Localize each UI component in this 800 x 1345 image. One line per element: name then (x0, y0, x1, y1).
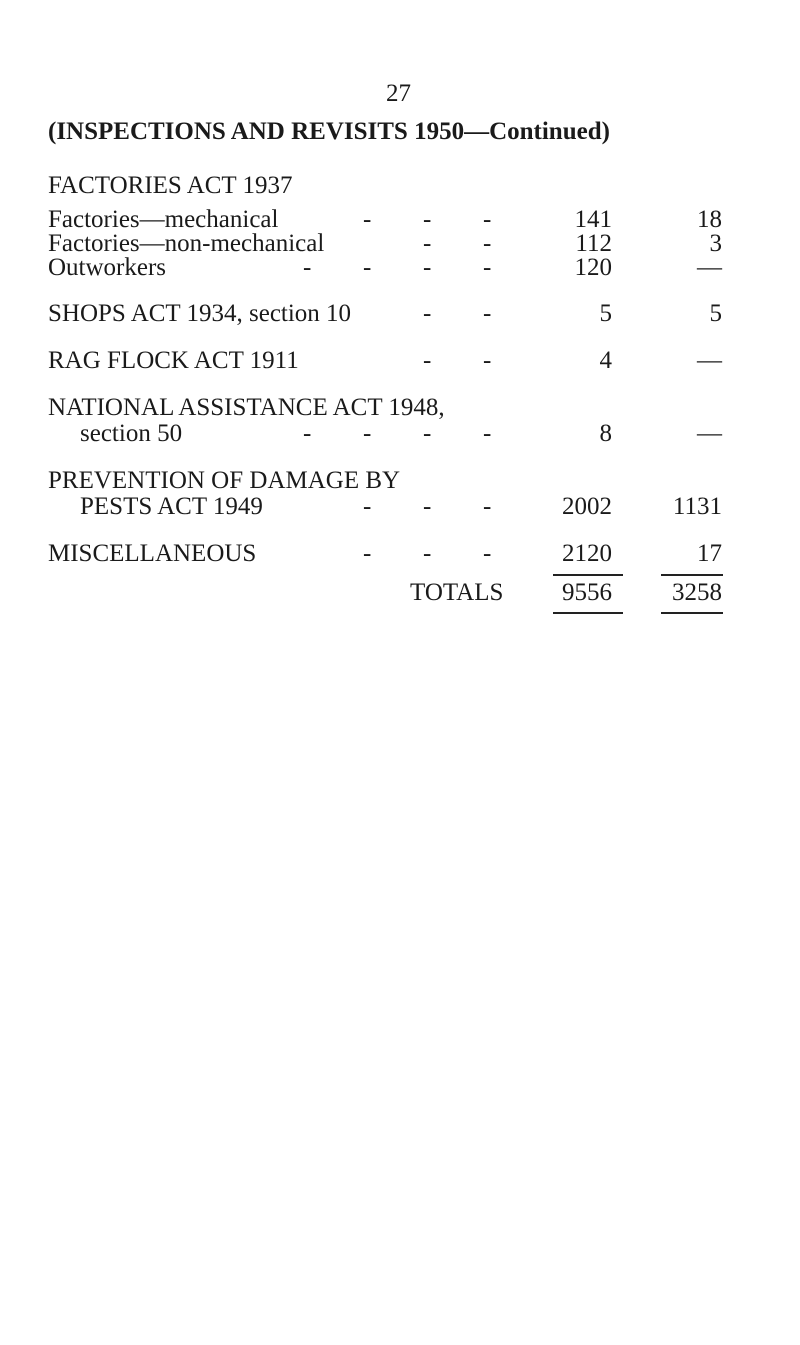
row-value-col1: 120 (574, 254, 612, 281)
row-value-col1: 5 (599, 300, 612, 327)
row-label-factories-mechanical: Factories—mechanical (48, 206, 279, 233)
row-value-col1: 112 (575, 230, 612, 257)
leader-dash: - (423, 493, 432, 520)
leader-dash: - (423, 230, 432, 257)
page-title: (INSPECTIONS AND REVISITS 1950—Continued) (48, 118, 610, 145)
row-value-col1: 4 (599, 347, 612, 374)
leader-dash: - (363, 420, 372, 447)
row-label-section-50: section 50 (80, 420, 183, 447)
leader-dash: - (483, 347, 492, 374)
leader-dash: - (483, 420, 492, 447)
section-heading-factories: FACTORIES ACT 1937 (48, 172, 293, 199)
totals-value-col2: 3258 (672, 579, 722, 606)
leader-dash: - (423, 347, 432, 374)
leader-dash: - (363, 206, 372, 233)
leader-dash: - (483, 206, 492, 233)
total-rule-bottom-col1 (553, 612, 623, 614)
leader-dash: - (483, 540, 492, 567)
row-value-col2: 5 (709, 300, 722, 327)
row-value-col1: 141 (574, 206, 612, 233)
leader-dash: - (423, 540, 432, 567)
total-rule-bottom-col2 (661, 612, 723, 614)
leader-dash: - (423, 420, 432, 447)
leader-dash: - (483, 230, 492, 257)
row-value-col2: 18 (697, 206, 722, 233)
leader-dash: - (363, 493, 372, 520)
row-label-pests-act: PESTS ACT 1949 (80, 493, 263, 520)
leader-dash: - (483, 300, 492, 327)
row-label-outworkers: Outworkers (48, 254, 167, 281)
row-label-prevention-of-damage: PREVENTION OF DAMAGE BY (48, 467, 401, 494)
row-value-col2: — (697, 347, 722, 374)
totals-value-col1: 9556 (562, 579, 612, 606)
row-value-col2: — (697, 420, 722, 447)
leader-dash: - (483, 254, 492, 281)
leader-dash: - (423, 206, 432, 233)
total-rule-top-col1 (553, 574, 623, 576)
total-rule-top-col2 (661, 574, 723, 576)
row-label-rag-flock-act: RAG FLOCK ACT 1911 (48, 347, 299, 374)
leader-dash: - (423, 254, 432, 281)
leader-dash: - (423, 300, 432, 327)
leader-dash: - (303, 420, 312, 447)
row-value-col1: 2120 (562, 540, 612, 567)
row-value-col2: 3 (709, 230, 722, 257)
leader-dash: - (363, 540, 372, 567)
totals-label: TOTALS (410, 579, 504, 606)
leader-dash: - (303, 254, 312, 281)
row-value-col2: — (697, 254, 722, 281)
row-label-miscellaneous: MISCELLANEOUS (48, 540, 257, 567)
leader-dash: - (483, 493, 492, 520)
row-label-shops-act: SHOPS ACT 1934, section 10 (48, 300, 352, 327)
page-number: 27 (386, 80, 411, 107)
row-value-col1: 8 (599, 420, 612, 447)
row-value-col1: 2002 (562, 493, 612, 520)
row-label-factories-non-mechanical: Factories—non-mechanical (48, 230, 325, 257)
leader-dash: - (363, 254, 372, 281)
row-value-col2: 1131 (672, 493, 722, 520)
row-value-col2: 17 (697, 540, 722, 567)
row-label-national-assistance-act: NATIONAL ASSISTANCE ACT 1948, (48, 394, 445, 421)
